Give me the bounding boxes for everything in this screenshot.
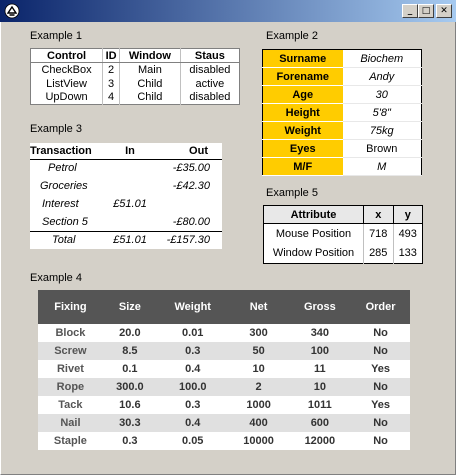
cell: disabled [189,91,231,104]
cell: 10 [229,360,289,378]
cell: 10000 [229,432,289,450]
column-header: y [393,206,423,224]
cell: 285 [364,244,394,264]
cell: -£35.00 [172,162,210,175]
cell [109,177,152,195]
table-row [264,244,423,264]
column-header: Staus [180,49,239,63]
example5-table [263,205,423,264]
example3-table [30,143,222,249]
column-header: Order [351,290,410,324]
column-header: Control [31,49,103,63]
cell: 30.3 [103,414,157,432]
column-header: Window [120,49,181,63]
table-row [38,378,410,396]
column-header: ID [103,49,120,63]
cell: 100 [289,342,351,360]
cell: 3 [103,77,120,91]
value-cell: Andy [343,68,422,86]
table-row [30,159,222,177]
cell: 0.3 [103,432,157,450]
cell: Groceries [40,180,88,192]
cell: Main [120,63,181,77]
example4-table [38,290,410,450]
table-row [30,213,222,231]
cell: 0.3 [157,396,229,414]
table-row [38,414,410,432]
cell: CheckBox [31,63,103,77]
column-header: Gross [289,290,351,324]
table-row [30,195,222,213]
table-row [38,360,410,378]
example2-table [262,49,422,176]
example1-title: Example 1 [30,30,82,42]
column-header: Net [229,290,289,324]
column-header: Transaction [30,143,109,159]
cell [109,213,152,231]
cell: Total [30,231,109,249]
table-row [263,104,422,122]
close-button[interactable]: ✕ [436,4,452,18]
cell: active [195,77,225,90]
cell: 2 [229,378,289,396]
cell: 718 [364,224,394,244]
cell: 1000 [229,396,289,414]
cell: Mouse Position [275,227,352,240]
cell: Yes [351,360,410,378]
cell: ListView [31,77,103,91]
cell: 133 [393,244,423,264]
cell: Interest [42,198,79,210]
cell: Screw [38,342,103,360]
cell: disabled [189,63,231,76]
column-header: Attribute [264,206,364,224]
cell: Section 5 [42,215,88,228]
table-row [31,91,240,105]
cell: 4 [103,91,120,105]
cell: 10.6 [103,396,157,414]
cell: 600 [289,414,351,432]
cell: £51.01 [113,198,147,210]
column-header: x [364,206,394,224]
table-row [38,432,410,450]
cell: 100.0 [157,378,229,396]
column-header: Fixing [38,290,103,324]
cell: 0.4 [157,414,229,432]
key-cell: Weight [263,122,343,140]
cell: 11 [289,360,351,378]
cell: Nail [38,414,103,432]
cell: No [351,324,410,342]
table-row [263,140,422,158]
column-header: Out [151,143,222,159]
table-row [30,177,222,195]
cell: No [351,378,410,396]
cell: 300 [229,324,289,342]
cell: -£157.30 [151,231,222,249]
example2-title: Example 2 [266,30,318,42]
cell: 12000 [289,432,351,450]
cell: No [351,432,410,450]
value-cell: M [343,158,422,176]
value-cell: 75kg [343,122,422,140]
value-cell: 30 [343,86,422,104]
table-row [31,63,240,77]
cell [109,159,152,177]
cell: No [351,414,410,432]
table-row [263,86,422,104]
cell: Yes [351,396,410,414]
cell: £51.01 [109,231,152,249]
cell: 340 [289,324,351,342]
cell: Petrol [48,162,77,175]
example1-table [30,48,240,105]
app-icon[interactable] [4,3,20,19]
column-header: Weight [157,290,229,324]
cell: 10 [289,378,351,396]
table-row [31,77,240,91]
key-cell: Surname [263,50,343,68]
cell [151,195,222,213]
cell: 493 [393,224,423,244]
value-cell: Biochem [343,50,422,68]
cell: 0.4 [157,360,229,378]
title-bar[interactable] [0,0,456,22]
key-cell: Age [263,86,343,104]
column-header: In [109,143,152,159]
table-row [263,68,422,86]
cell: UpDown [31,91,103,105]
cell: 0.1 [103,360,157,378]
cell: 8.5 [103,342,157,360]
maximize-button[interactable]: □ [418,4,434,18]
table-row [38,396,410,414]
value-cell: 5'8" [343,104,422,122]
key-cell: M/F [263,158,343,176]
table-row [263,122,422,140]
cell: Staple [38,432,103,450]
table-row [263,50,422,68]
cell: Rope [38,378,103,396]
cell: Rivet [38,360,103,378]
example4-title: Example 4 [30,272,82,284]
example5-title: Example 5 [266,187,318,199]
cell: 300.0 [103,378,157,396]
cell: Window Position [272,247,355,260]
key-cell: Height [263,104,343,122]
cell: 0.01 [157,324,229,342]
example3-title: Example 3 [30,123,82,135]
cell: Child [120,91,181,105]
cell: 20.0 [103,324,157,342]
cell: No [351,342,410,360]
cell: Tack [38,396,103,414]
table-row [263,158,422,176]
cell: 400 [229,414,289,432]
value-cell: Brown [343,140,422,158]
cell: 2 [103,63,120,77]
cell: 50 [229,342,289,360]
cell: 0.05 [157,432,229,450]
total-row [30,231,222,249]
table-row [264,224,423,244]
table-row [38,342,410,360]
cell: 1011 [289,396,351,414]
key-cell: Forename [263,68,343,86]
table-row [38,324,410,342]
key-cell: Eyes [263,140,343,158]
column-header: Size [103,290,157,324]
cell: Block [38,324,103,342]
cell: Child [120,77,181,91]
cell: -£42.30 [172,180,210,192]
cell: 0.3 [157,342,229,360]
cell: -£80.00 [172,215,210,228]
minimize-button[interactable]: _ [402,4,418,18]
